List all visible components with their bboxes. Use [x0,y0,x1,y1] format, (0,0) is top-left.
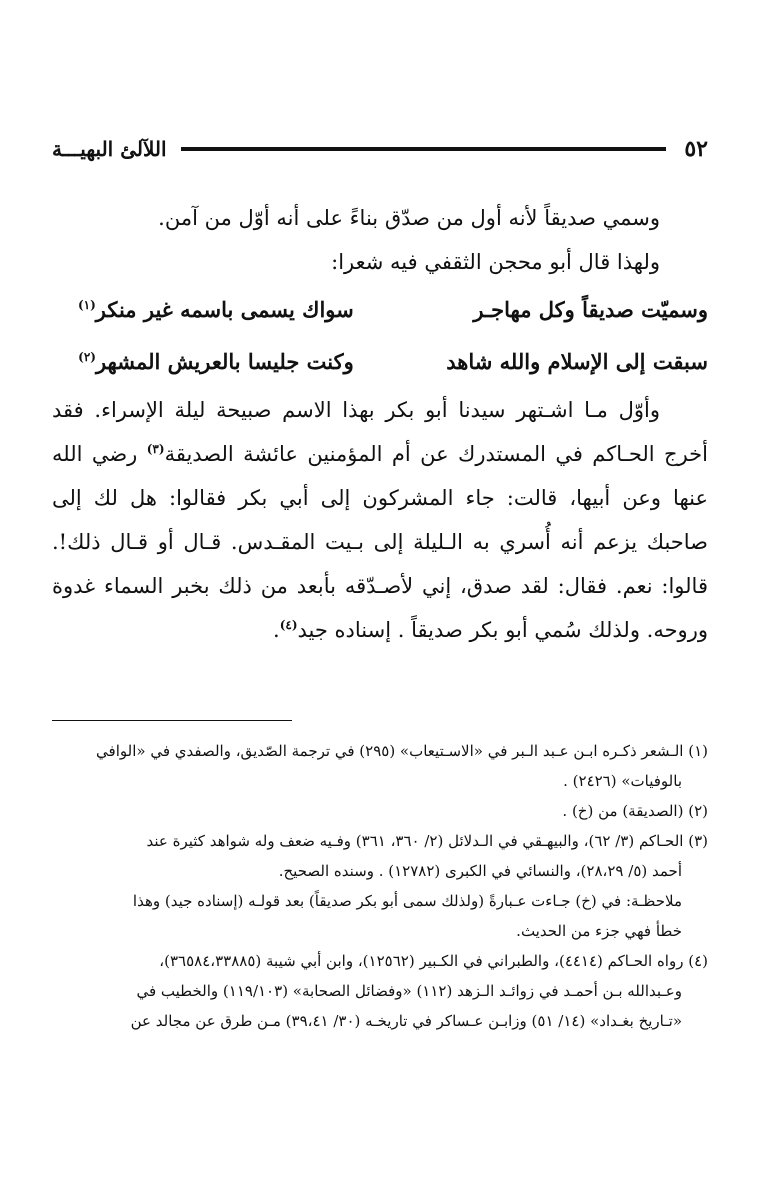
footnote-ref-3: (٣) [146,442,165,456]
footnote-1-line-2: بالوفيات» (٢٤٢٦) . [563,772,682,790]
footnote-3-line-2: أحمد (٥/ ٢٨،٢٩)، والنسائي في الكبرى (١٢٧٨٢) . وسنده الصحيح. [278,862,682,880]
footnote-4-line-2: وعـبدالله بـن أحمـد في زوائـد الـزهد (١١٢) «وفضائل الصحابة» (١١٩/١٠٣) والخطيب في [136,982,682,1000]
footnote-4-line-3: «تـاريخ بغـداد» (١٤/ ٥١) وزابـن عـساكر في تاريخـه (٣٠/ ٣٩،٤١) مـن طرق عن مجالد عن [130,1012,682,1030]
poem-verse-2 [52,336,708,388]
verse-2-second-text: وكنت جليسا بالعريش المشهر [95,349,354,374]
footnote-4-line-1: (٤) رواه الحـاكم (٤٤١٤)، والطبراني في الكـبير (١٢٥٦٢)، وابن أبي شيبة (٣٦٥٨٤،٣٣٨٨٥)، [159,952,708,970]
footnotes [52,736,708,1036]
poem-verse-1 [52,284,708,336]
verse-2-second-hemistich [52,336,354,388]
header-rule [181,147,667,151]
footnote-1-line-1: (١) الـشعر ذكـره ابـن عـبد الـبر في «الاسـتيعاب» (٢٩٥) في ترجمة الصّديق، والصفدي في «الوافي [96,742,708,760]
main-text [52,196,708,652]
footnote-ref-2: (٢) [78,350,96,364]
footnote-3-note-line-2: خطأ فهي جزء من الحديث. [516,922,682,940]
paragraph-3 [52,388,708,652]
verse-1-second-hemistich [52,284,354,336]
page-number: ٥٢ [684,136,708,162]
paragraph-1: وسمي صديقاً لأنه أول من صدّق بناءً على أنه أوّل من آمن. [158,206,660,230]
footnote-3-note-line-1: ملاحظـة: في (خ) جـاءت عـبارةً (ولذلك سمى أبو بكر صديقاً) بعد قولـه (إسناده جيد) وهذا [132,892,682,910]
paragraph-3-part-a: وأوّل مـا اشـتهر سيدنا أبو بكر بهذا الاسم صبيحة ليلة الإسراء. فقد أخرج الحـاكم في المستدرك عن أم المؤمنين عائشة الصديقة [52,398,708,466]
verse-1-first-hemistich: وسميّت صديقاً وكل مهاجـر [473,297,708,322]
footnote-ref-4: (٤) [279,618,298,632]
paragraph-3-part-b: رضي الله عنها وعن أبيها، قالت: جاء المشركون إلى أبي بكر فقالوا: هل لك إلى صاحبك يزعم أنه أُسري به الـليلة إلى بـيت المقـدس. قـال أو قـال ذلك!. قالوا: نعم. فقال: لقد صدق، إني لأصـدّقه بأبعد من ذلك بخبر السماء غدوة وروحه. ولذلك سُمي أبو بكر صديقاً . إسناده جيد [52,442,708,642]
footnote-3-line-1: (٣) الحـاكم (٣/ ٦٢)، والبيهـقي في الـدلائل (٢/ ٣٦٠، ٣٦١) وفـيه ضعف وله شواهد كثيرة عند [146,832,708,850]
paragraph-3-end: . [273,618,280,642]
footnote-2: (٢) (الصديقة) من (خ) . [562,802,708,820]
book-title: اللآلئ البهيـــة [52,137,167,161]
verse-2-first-hemistich: سبقت إلى الإسلام والله شاهد [446,349,708,374]
footnote-divider [52,720,292,721]
footnote-ref-1: (١) [77,298,96,312]
paragraph-2: ولهذا قال أبو محجن الثقفي فيه شعرا: [331,250,660,274]
page-header [52,134,708,164]
verse-1-second-text: سواك يسمى باسمه غير منكر [95,297,354,322]
